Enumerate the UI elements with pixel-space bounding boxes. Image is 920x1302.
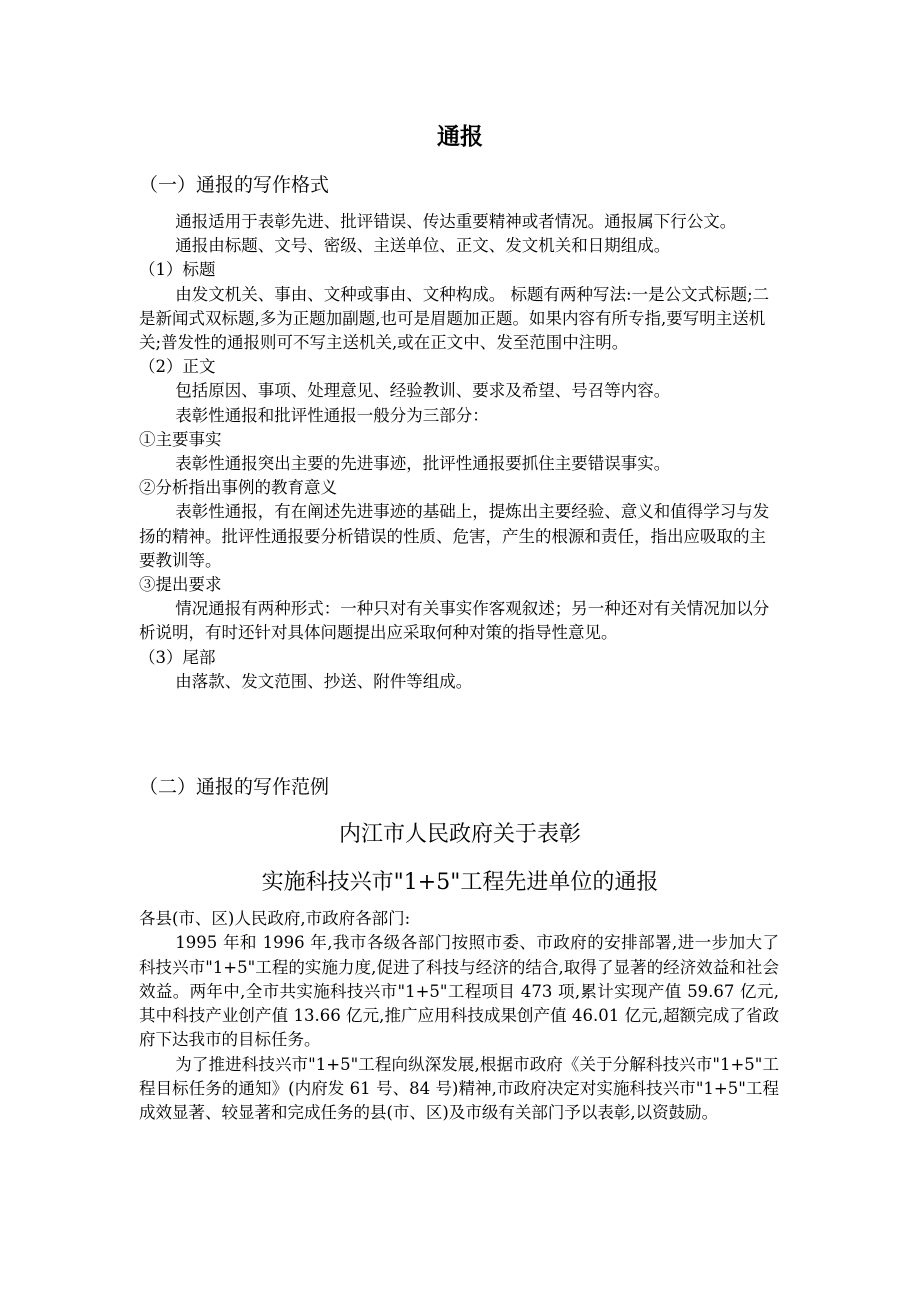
subheading-ending: （3）尾部	[139, 647, 216, 667]
section-heading-format: （一）通报的写作格式	[139, 174, 330, 196]
list-item: ①主要事实	[139, 429, 222, 449]
subheading-body: （2）正文	[139, 357, 216, 377]
subheading-title: （1）标题	[139, 260, 216, 280]
example-title-line2: 实施科技兴市"1+5"工程先进单位的通报	[261, 870, 659, 895]
paragraph: 由发文机关、事由、文种或事由、文种构成。 标题有两种写法:一是公文式标题;二是新闻式双标题,多为正题加副题,也可是眉题加正题。如果内容有所专指,要写明主送机关;普发性的通报则可不写主送机关,或在正文中、发至范围中注明。	[139, 284, 770, 353]
list-item: ②分析指出事例的教育意义	[139, 478, 337, 498]
example-body	[139, 907, 779, 1126]
salutation: 各县(市、区)人民政府,市政府各部门:	[139, 909, 411, 928]
list-item: ③提出要求	[139, 575, 222, 595]
document-title: 通报	[437, 123, 483, 150]
example-title-line1: 内江市人民政府关于表彰	[338, 822, 581, 847]
paragraph: 表彰性通报突出主要的先进事迹，批评性通报要抓住主要错误事实。	[175, 454, 671, 474]
section-format-body	[139, 210, 779, 694]
paragraph: 为了推进科技兴市"1+5"工程向纵深发展,根据市政府《关于分解科技兴市"1+5"工程目标任务的通知》(内府发 61 号、84 号)精神,市政府决定对实施科技兴市"1+5"工程成效显著、较显著和完成任务的县(市、区)及市级有关部门予以表彰,以资鼓励。	[139, 1054, 779, 1123]
paragraph: 包括原因、事项、处理意见、经验教训、要求及希望、号召等内容。	[175, 381, 671, 401]
paragraph: 由落款、发文范围、抄送、附件等组成。	[175, 671, 473, 691]
paragraph: 通报适用于表彰先进、批评错误、传达重要精神或者情况。通报属下行公文。	[175, 212, 737, 231]
paragraph: 表彰性通报和批评性通报一般分为三部分：	[175, 405, 489, 425]
paragraph: 情况通报有两种形式：一种只对有关事实作客观叙述；另一种还对有关情况加以分析说明，有时还针对具体问题提出应采取何种对策的指导性意见。	[139, 599, 770, 643]
paragraph: 表彰性通报，有在阐述先进事迹的基础上，提炼出主要经验、意义和值得学习与发扬的精神。批评性通报要分析错误的性质、危害，产生的根源和责任，指出应吸取的主要教训等。	[139, 502, 770, 570]
section-heading-example: （二）通报的写作范例	[139, 776, 330, 798]
paragraph: 通报由标题、文号、密级、主送单位、正文、发文机关和日期组成。	[175, 236, 671, 256]
paragraph: 1995 年和 1996 年,我市各级各部门按照市委、市政府的安排部署,进一步加大了科技兴市"1+5"工程的实施力度,促进了科技与经济的结合,取得了显著的经济效益和社会效益。两年中,全市共实施科技兴市"1+5"工程项目 473 项,累计实现产值 59.67 亿元,其中科技产业创产值 13.66 亿元,推广应用科技成果创产值 46.01 亿元,超额完成了省政府下达我市的目标任务。	[139, 933, 779, 1050]
